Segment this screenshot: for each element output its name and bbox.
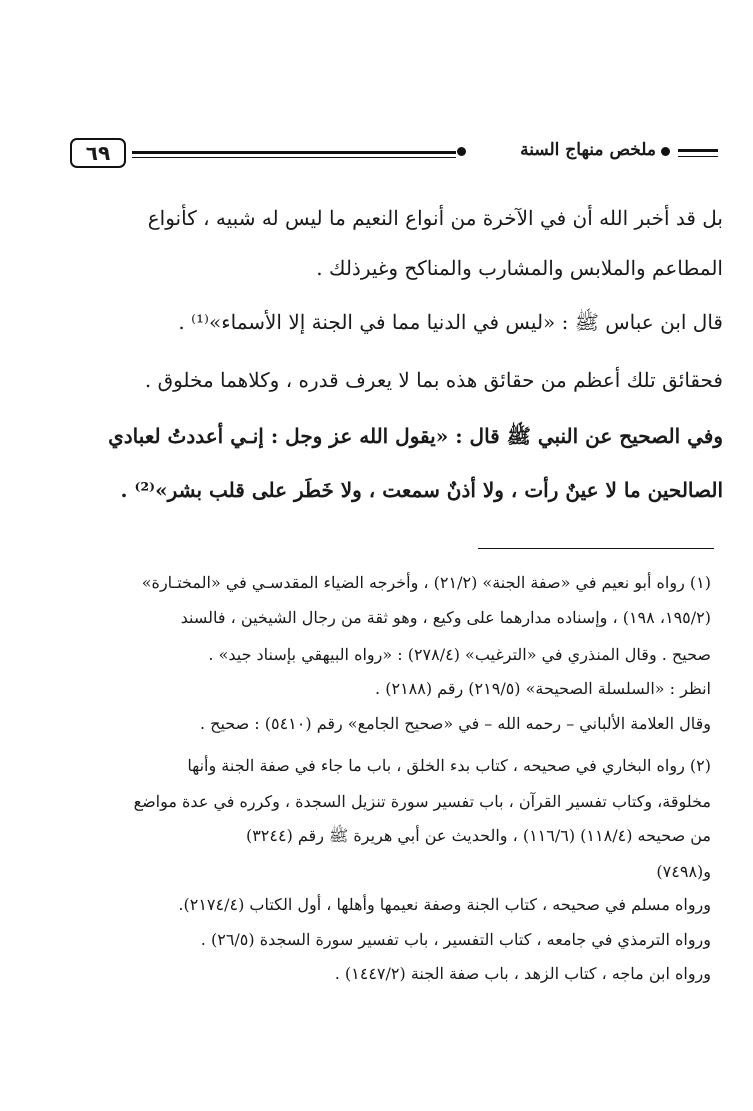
page-header	[70, 138, 718, 174]
header-rule-thin	[132, 157, 456, 158]
footnote-line: و(٧٤٩٨)	[656, 862, 711, 881]
paragraph-4-line-1: وفي الصحيح عن النبي ﷺ قال : «يقول الله عز وجل : إنـي أعددتُ لعبادي	[108, 424, 723, 448]
paragraph-1-line-2: المطاعم والملابس والمشارب والمناكح وغيرذلك .	[316, 256, 723, 280]
footnote-line: ورواه الترمذي في جامعه ، كتاب التفسير ، باب تفسير سورة السجدة (٢٦/٥) .	[200, 930, 711, 949]
footnote-line: من صحيحه (١١٨/٤) (١١٦/٦) ، والحديث عن أبي هريرة ﷺ رقم (٣٢٤٤)	[245, 826, 711, 845]
paragraph-4-line-2: الصالحين ما لا عينٌ رأت ، ولا أذنٌ سمعت ، ولا خَطَر على قلب بشر»⁽²⁾ .	[120, 478, 723, 502]
footnote-line: مخلوقة، وكتاب تفسير القرآن ، باب تفسير سورة تنزيل السجدة ، وكرره في عدة مواضع	[133, 792, 711, 811]
header-dot-right	[661, 147, 670, 156]
header-rule	[132, 151, 456, 154]
paragraph-3: فحقائق تلك أعظم من حقائق هذه بما لا يعرف قدره ، وكلاهما مخلوق .	[144, 368, 723, 392]
footnote-line: (١) رواه أبو نعيم في «صفة الجنة» (٢١/٢) ، وأخرجه الضياء المقدسـي في «المختـارة»	[141, 573, 711, 592]
footnote-line: انظر : «السلسلة الصحيحة» (٢١٩/٥) رقم (٢١٨٨) .	[375, 679, 711, 698]
footnote-line: (١٩٥/٢، ١٩٨) ، وإسناده مدارهما على وكيع ، وهو ثقة من رجال الشيخين ، فالسند	[180, 608, 711, 627]
paragraph-1-line-1: بل قد أخبر الله أن في الآخرة من أنواع النعيم ما ليس له شبيه ، كأنواع	[147, 206, 723, 230]
footnote-line: ورواه ابن ماجه ، كتاب الزهد ، باب صفة الجنة (١٤٤٧/٢) .	[334, 964, 711, 983]
footnote-line: (٢) رواه البخاري في صحيحه ، كتاب بدء الخلق ، باب ما جاء في صفة الجنة وأنها	[187, 756, 711, 775]
page-number: ٦٩	[85, 141, 111, 165]
paragraph-2: قال ابن عباس ﷺ : «ليس في الدنيا مما في الجنة إلا الأسماء»⁽¹⁾ .	[178, 310, 723, 334]
header-rule-right-thin	[678, 156, 718, 157]
footnote-line: ورواه مسلم في صحيحه ، كتاب الجنة وصفة نعيمها وأهلها ، أول الكتاب (٢١٧٤/٤).	[178, 895, 711, 914]
running-title: ملخص منهاج السنة	[520, 140, 656, 160]
header-dot-left	[457, 147, 466, 156]
header-rule-right	[678, 149, 718, 152]
footnote-line: صحيح . وقال المنذري في «الترغيب» (٢٧٨/٤) : «رواه البيهقي بإسناد جيد» .	[208, 645, 711, 664]
footnote-line: وقال العلامة الألباني – رحمه الله – في «صحيح الجامع» رقم (٥٤١٠) : صحيح .	[199, 714, 711, 733]
page-number-box	[70, 138, 126, 168]
footnote-separator	[478, 548, 714, 549]
